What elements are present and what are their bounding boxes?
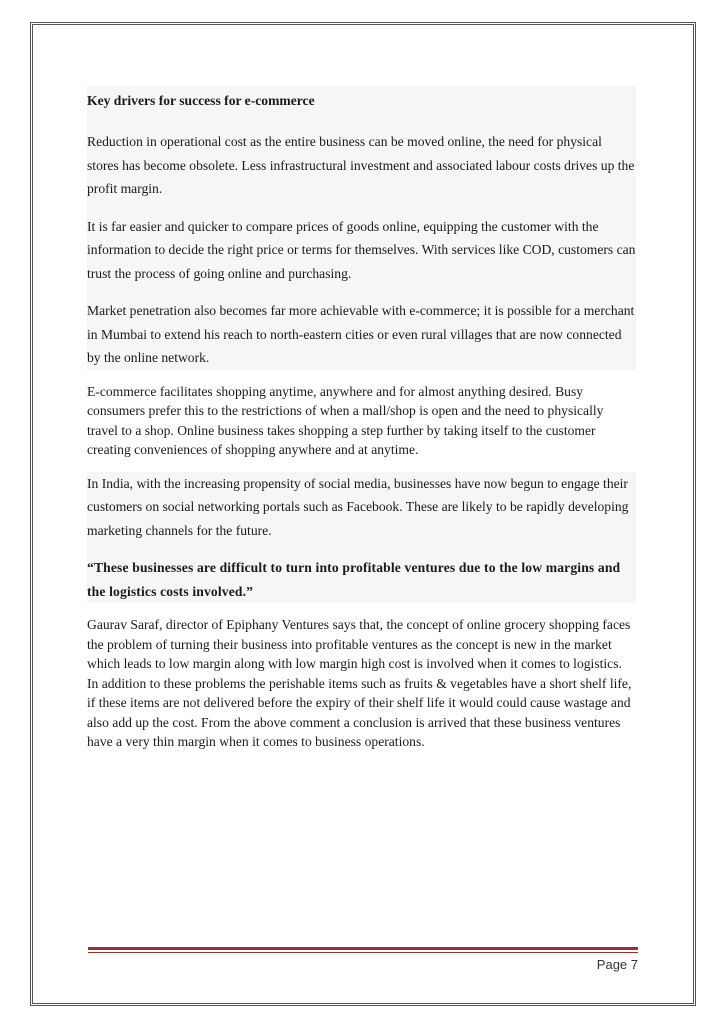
paragraph-operational-cost: Reduction in operational cost as the entire business can be moved online, the need for physical stores has become obsolete. Less infrastructural investment and associated labour costs drives up the profit margin. [87,134,635,196]
section-heading: Key drivers for success for e-commerce [87,93,315,108]
paragraph-gaurav-saraf: Gaurav Saraf, director of Epiphany Ventures says that, the concept of online grocery shopping faces the problem of turning their business into profitable ventures as the concept is new in the market which leads to low margin along with low margin high cost is involved when it comes to logistics. In addition to these problems the perishable items such as fruits & vegetables have a short shelf life, if these items are not delivered before the expiry of their shelf life it would could cause wastage and also add up the cost. From the above comment a conclusion is arrived that these business ventures have a very thin margin when it comes to business operations. [87,617,632,749]
footer-rule [88,947,638,950]
page-number: Page 7 [596,957,638,972]
paragraph-market-penetration: Market penetration also becomes far more achievable with e-commerce; it is possible for a merchant in Mumbai to extend his reach to north-eastern cities or even rural villages that are now connected by the online network. [87,303,635,365]
paragraph-social-media: In India, with the increasing propensity of social media, businesses have now begun to engage their customers on social networking portals such as Facebook. These are likely to be rapidly developing marketing channels for the future. [87,475,629,538]
footer-rule-thin [88,952,638,953]
shaded-section [87,86,636,370]
shaded-section-social [87,472,636,604]
paragraph-anytime-shopping: E-commerce facilitates shopping anytime, anywhere and for almost anything desired. Busy consumers prefer this to the restrictions of when a mall/shop is open and the need to physically travel to a shop. Online business takes shopping a step further by taking itself to the customer creating conveniences of shopping anywhere and at anytime. [87,383,604,457]
paragraph-price-comparison: It is far easier and quicker to compare prices of goods online, equipping the customer with the information to decide the right price or terms for themselves. With services like COD, customers can trust the process of going online and purchasing. [87,218,636,281]
pull-quote: “These businesses are difficult to turn into profitable ventures due to the low margins and the logistics costs involved.” [87,560,621,599]
document-body [87,86,636,752]
